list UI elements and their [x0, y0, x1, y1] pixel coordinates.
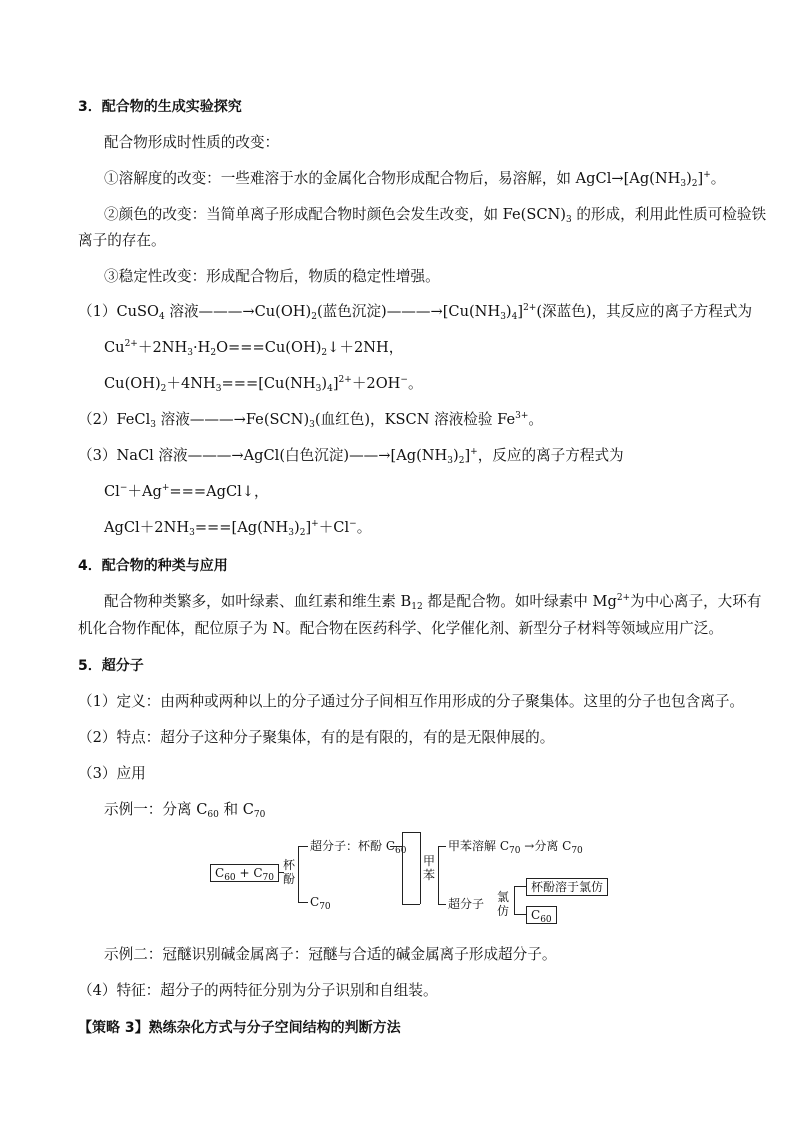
example-3-nacl: （3）NaCl 溶液———→AgCl(白色沉淀)$——\to[Ag(NH_3)_2]^+$，反应的离子方程式为: [78, 447, 624, 466]
toluene-dissolves-c70: 甲苯溶解 $C_{70}$ →分离 $C_{70}$: [448, 839, 583, 856]
change-stability: ③稳定性改变：形成配合物后，物质的稳定性增强。: [104, 268, 440, 285]
calixarene-in-chloroform-box: 杯酚溶于氯仿: [526, 878, 608, 896]
example-1-cuso4: （1）CuSO$_4$ 溶液$———\to Cu(OH)_2$(蓝色沉淀)$———\to[Cu(NH_3)_4]^{2+}$(深蓝色)，其反应的离子方程式为: [78, 303, 753, 322]
bottom-branch-c70: $C_{70}$: [310, 895, 331, 912]
supramolecule-characteristics: （4）特征：超分子的两特征分别为分子识别和自组装。: [78, 982, 438, 999]
example-2-fecl3: （2）FeCl$_3$ 溶液$———\to Fe(SCN)_3$(血红色)，KSCN 溶液检验 $Fe^{3+}$。: [78, 411, 543, 430]
section-3-heading: 3．配合物的生成实验探究: [78, 99, 242, 115]
change-color: ②颜色的改变：当简单离子形成配合物时颜色会发生改变，如 $Fe(SCN)_3$ 的形成，利用此性质可检验铁: [104, 206, 767, 225]
change-color-cont: 离子的存在。: [78, 232, 166, 249]
section-4-paragraph-cont: 机化合物作配体，配位原子为 N。配合物在医药科学、化学催化剂、新型分子材料等领域应用广泛。: [78, 620, 723, 637]
equation-2: $Cu(OH)_2+4NH_3===[Cu(NH_3)_4]^{2+}+2OH^-$。: [104, 375, 423, 394]
section-4-paragraph: 配合物种类繁多，如叶绿素、血红素和维生素 $B_{12}$ 都是配合物。如叶绿素中 $Mg^{2+}$为中心离子，大环有: [104, 593, 762, 612]
c60-product-box: $C_{60}$: [526, 906, 557, 924]
top-branch-supramolecule: 超分子：杯酚 $C_{60}$: [310, 839, 407, 856]
equation-4: $AgCl+2NH_3===[Ag(NH_3)_2]^++Cl^-$。: [104, 519, 372, 538]
reagent-calixarene: 杯酚: [282, 858, 295, 886]
equation-3: Cl−＋Ag+===AgCl↓，: [104, 483, 269, 500]
example-one-label: 示例一：分离 $C_{60}$ 和 $C_{70}$: [104, 801, 266, 820]
supramolecule-definition: （1）定义：由两种或两种以上的分子通过分子间相互作用形成的分子聚集体。这里的分子也包含离子。: [78, 693, 745, 710]
change-solubility: ①溶解度的改变：一些难溶于水的金属化合物形成配合物后，易溶解，如 $AgCl\to[Ag(NH_3)_2]^+$。: [104, 170, 726, 189]
supramolecule-output: 超分子: [448, 897, 485, 911]
equation-1: $Cu^{2+}+2NH_3\cdot H_2O===Cu(OH)_2↓+2NH$，: [104, 339, 404, 358]
strategy-3-heading: 【策略 3】熟练杂化方式与分子空间结构的判断方法: [78, 1020, 401, 1036]
reagent-chloroform: 氯仿: [496, 890, 509, 918]
section-4-heading: 4．配合物的种类与应用: [78, 558, 228, 574]
supramolecule-features: （2）特点：超分子这种分子聚集体，有的是有限的，有的是无限伸展的。: [78, 729, 555, 746]
example-two-crown-ether: 示例二：冠醚识别碱金属离子：冠醚与合适的碱金属离子形成超分子。: [104, 946, 557, 963]
separation-flow-diagram: [208, 832, 628, 932]
start-mixture-box: $C_{60} + C_{70}$: [210, 864, 279, 882]
section-3-intro: 配合物形成时性质的改变：: [104, 134, 280, 151]
supramolecule-application: （3）应用: [78, 765, 146, 782]
section-5-heading: 5．超分子: [78, 658, 144, 674]
reagent-toluene: 甲苯: [422, 854, 435, 882]
